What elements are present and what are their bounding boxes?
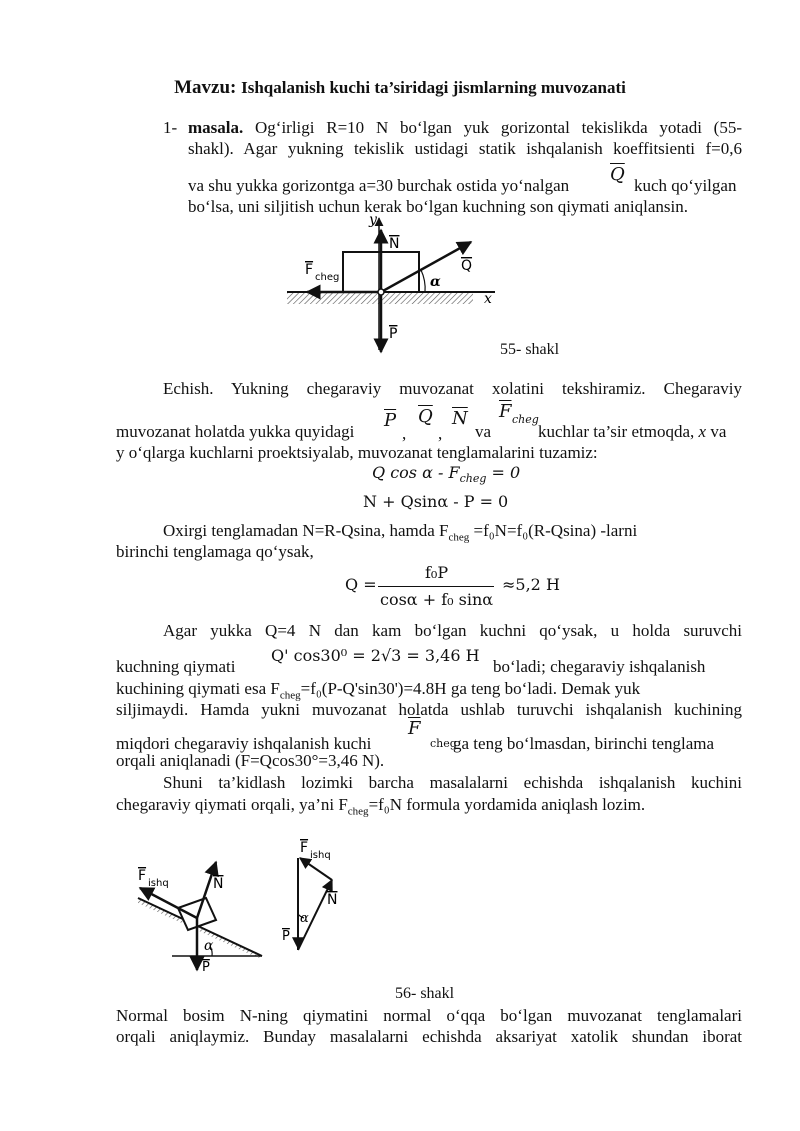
- para2-f-sub: cheg: [430, 737, 457, 750]
- solution-text-2b: kuchlar ta’sir etmoqda,: [538, 422, 695, 441]
- para2-text-3b: =f₀(P-Q'sin30')=4.8H ga teng bo‘ladi. Demak yuk: [300, 679, 641, 698]
- title-lead: Mavzu:: [174, 77, 237, 98]
- word-va: va: [475, 422, 492, 441]
- problem-label: masala.: [188, 118, 244, 137]
- sym-f-sub: cheg: [512, 413, 539, 426]
- p-label: P: [389, 326, 398, 342]
- x-label: x: [484, 291, 492, 307]
- triangle-n-label: N: [327, 892, 338, 908]
- problem-text-3a: va shu yukka gorizontga a=30 burchak ostida yo‘nalgan: [188, 176, 570, 195]
- frac-lhs: Q =: [345, 575, 377, 594]
- para3-text-2b: =f₀N formula yordamida aniqlash lozim.: [368, 795, 646, 814]
- triangle-f-side: [300, 858, 332, 880]
- sym-q: [418, 406, 433, 427]
- p-label-56: P: [202, 960, 210, 975]
- para3-line-2: [116, 794, 645, 822]
- triangle-alpha-label: α: [300, 911, 309, 926]
- figure-56: [120, 830, 380, 980]
- q-label: Q: [461, 258, 473, 274]
- para3-text-2-sub: cheg: [347, 805, 369, 818]
- solution-line-3: y o‘qlarga kuchlarni proektsiyalab, muvozanat tenglamalarini tuzamiz:: [116, 443, 598, 462]
- fig56-caption: 56- shakl: [395, 985, 455, 1002]
- eq1-end: = 0: [486, 463, 521, 482]
- f-label: F: [305, 262, 314, 278]
- figure-55: [285, 210, 515, 360]
- para2-text-3: kuchining qiymati esa F: [116, 679, 280, 698]
- f-ishq-sub: ishq: [148, 878, 169, 889]
- q-vector-symbol: [610, 164, 625, 185]
- frac-numerator: f₀P: [425, 563, 449, 582]
- problem-line-1: [188, 117, 742, 139]
- para2-line-4: siljimaydi. Hamda yukni muvozanat holatda ushlab turuvchi ishqalanish kuchining: [116, 700, 742, 719]
- fig55-caption: 55- shakl: [500, 341, 560, 358]
- problem-line-4: bo‘lsa, uni siljitish uchun kerak bo‘lgan kuchning son qiymati aniqlansin.: [188, 197, 689, 216]
- para2-text-2b: bo‘ladi; chegaraviy ishqalanish: [493, 657, 706, 676]
- problem-line-3: [188, 175, 569, 197]
- title-text: Ishqalanish kuchi ta’siridagi jismlarning muvozanati: [241, 78, 626, 97]
- sym-q-text: $\overline{Q}$: [418, 406, 433, 427]
- comma-1: ,: [402, 424, 407, 443]
- para4-line-1: Normal bosim N-ning qiymatini normal o‘qqa bo‘lgan muvozanat tenglamalari: [116, 1006, 742, 1025]
- f-sub-label: cheg: [315, 272, 340, 283]
- alpha-label-56: α: [204, 938, 214, 954]
- frac-denominator: cosα + f₀ sinα: [380, 590, 494, 609]
- para3-line-1: Shuni ta’kidlash lozimki barcha masalalarni echishda ishqalanish kuchini: [163, 773, 742, 792]
- triangle-f-label: F: [300, 840, 309, 856]
- origin-point: [378, 289, 384, 295]
- triangle-p-label: P: [282, 929, 290, 944]
- para2-equation: Q' cos30⁰ = 2√3 = 3,46 H: [271, 646, 480, 665]
- para2-f-symbol: [408, 718, 421, 739]
- para2-line-1: Agar yukka Q=4 N dan kam bo‘lgan kuchni qo‘ysak, u holda suruvchi: [163, 621, 742, 640]
- para2-line-6: orqali aniqlanadi (F=Qcos30°=3,46 N).: [116, 751, 385, 770]
- page-title: [0, 77, 800, 99]
- para2-f-text: $\overline{F}$: [408, 718, 421, 739]
- problem-line-2: shakl). Agar yukning tekislik ustidagi statik ishqalanish koeffitsienti f=0,6: [188, 139, 742, 158]
- sym-p-text: $\overline{P}$: [384, 410, 397, 431]
- triangle-f-sub: ishq: [310, 850, 331, 861]
- para2-text-3-sub: cheg: [279, 689, 301, 702]
- para4-line-2: orqali aniqlaymiz. Bunday masalalarni echishda aksariyat xatolik shundan iborat: [116, 1027, 742, 1046]
- solution-text-2a: muvozanat holatda yukka quyidagi: [116, 422, 355, 441]
- eq1-sub: cheg: [459, 472, 487, 486]
- para2-text-2a: kuchning qiymati: [116, 657, 236, 676]
- sym-p: [384, 410, 396, 431]
- sym-n-text: $\overline{N}$: [452, 408, 468, 429]
- solution-text-2c: x: [698, 422, 707, 441]
- alpha-arc: [421, 270, 425, 292]
- q-symbol: $\overline{Q}$: [610, 164, 625, 185]
- comma-2: ,: [438, 424, 443, 443]
- problem-number: 1-: [163, 118, 178, 137]
- n-label-56: N: [213, 876, 224, 892]
- para3-text-2a: chegaraviy qiymati orqali, ya’ni F: [116, 795, 348, 814]
- sym-f-text: $\overline{F}$: [499, 401, 512, 422]
- sym-n: [452, 408, 468, 429]
- equation-2: N + Qsinα - P = 0: [363, 492, 509, 511]
- problem-text-1: Og‘irligi R=10 N bo‘lgan yuk gorizontal tekislikda yotadi (55-: [255, 118, 743, 137]
- fraction-bar: [378, 586, 494, 587]
- para2-text-5a: miqdori chegaraviy ishqalanish kuchi: [116, 734, 372, 753]
- alpha-label: α: [430, 274, 441, 290]
- solution-text-4: Oxirgi tenglamadan N=R-Qsina, hamda F: [163, 521, 449, 540]
- sym-f: [499, 401, 512, 422]
- frac-rhs: ≈5,2 H: [502, 575, 560, 594]
- solution-text-4-sub: cheg: [448, 531, 470, 544]
- equation-1: [372, 463, 520, 485]
- solution-line-5: birinchi tenglamaga qo‘ysak,: [116, 542, 314, 561]
- solution-line-1: Echish. Yukning chegaraviy muvozanat xolatini tekshiramiz. Chegaraviy: [163, 379, 742, 398]
- para2-text-5b: ga teng bo‘lmasdan, birinchi tenglama: [453, 734, 715, 753]
- f-ishq-label: F: [138, 868, 147, 884]
- solution-text-2d: va: [710, 422, 727, 441]
- problem-text-3b: kuch qo‘yilgan: [634, 176, 737, 195]
- solution-text-4b: =f₀N=f₀(R-Qsina) -larni: [469, 521, 638, 540]
- n-label: N: [389, 236, 400, 252]
- eq1-main: Q cos α - F: [372, 463, 460, 482]
- solution-text-2: [538, 421, 726, 443]
- y-label: y: [369, 212, 377, 228]
